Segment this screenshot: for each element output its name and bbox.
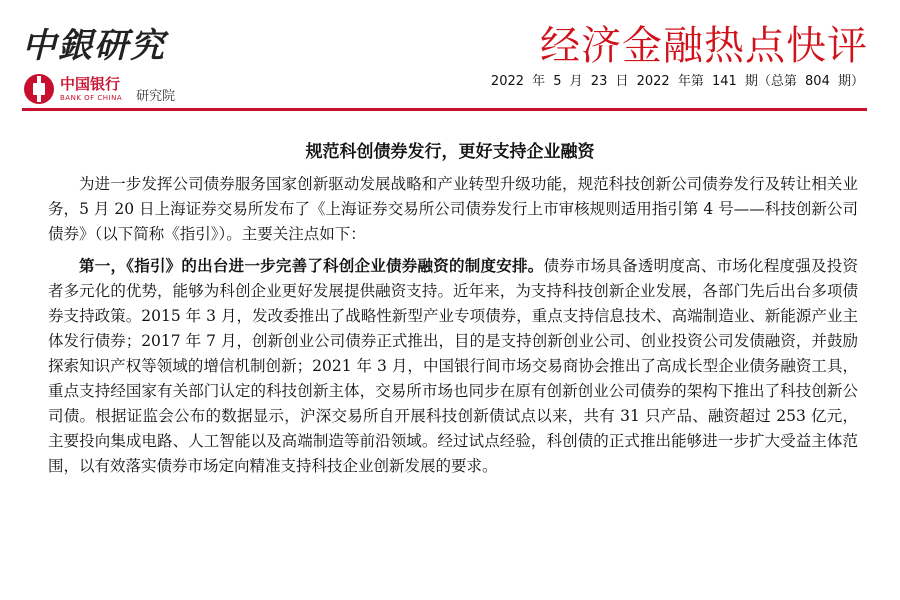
brand-logotype: 中銀研究: [22, 26, 166, 66]
institute-label: 研究院: [136, 88, 176, 104]
issue-date: 2022 年 5 月 23 日 2022 年第 141 期（总第 804 期）: [490, 74, 864, 89]
report-headline: 经济金融热点快评: [540, 23, 868, 69]
bank-of-china-logo-icon: [24, 74, 54, 104]
bank-logo-row: [24, 74, 175, 104]
article-title: 规范科创债券发行，更好支持企业融资: [305, 142, 595, 162]
bank-name-en: BANK OF CHINA: [60, 93, 123, 102]
point-one-lead: 第一，《指引》的出台进一步完善了科创企业债券融资的制度安排。: [79, 256, 544, 275]
article-body: [48, 172, 858, 479]
point-one-paragraph: [48, 253, 858, 479]
point-one-body: 债券市场具备透明度高、市场化程度强及投资者多元化的优势，能够为科创企业更好发展提供融资支持。近年来，为支持科技创新企业发展，各部门先后出台多项债券支持政策。2015 年 3 月，发改委推出了战略性新型产业专项债券，重点支持信息技术、高端制造业、新能源产业主体发行债券；2017 年 7 月，创新创业公司债券正式推出，目的是支持创新创业公司、创业投资公司发债融资，并鼓励探索知识产权等领域的增信机制创新；2021 年 3 月，中国银行间市场交易商协会推出了高成长型企业债务融资工具，重点支持经国家有关部门认定的科技创新主体，交易所市场也同步在原有创新创业公司债券的架构下推出了科技创新公司债。根据证监会公布的数据显示，沪深交易所自开展科技创新债试点以来，共有 31 只产品、融资超过 253 亿元，主要投向集成电路、人工智能以及高端制造等前沿领域。经过试点经验，科创债的正式推出能够进一步扩大受益主体范围，以有效落实债券市场定向精准支持科技企业创新发展的要求。: [48, 257, 858, 475]
intro-paragraph: 为进一步发挥公司债券服务国家创新驱动发展战略和产业转型升级功能，规范科技创新公司债券发行及转让相关业务，5 月 20 日上海证券交易所发布了《上海证券交易所公司债券发行上市审核规则适用指引第 4 号——科技创新公司债券》（以下简称《指引》）。主要关注点如下：: [48, 175, 858, 243]
header-divider: [22, 108, 867, 111]
bank-name-cn: 中国银行: [60, 74, 121, 93]
bank-name: [60, 74, 123, 102]
